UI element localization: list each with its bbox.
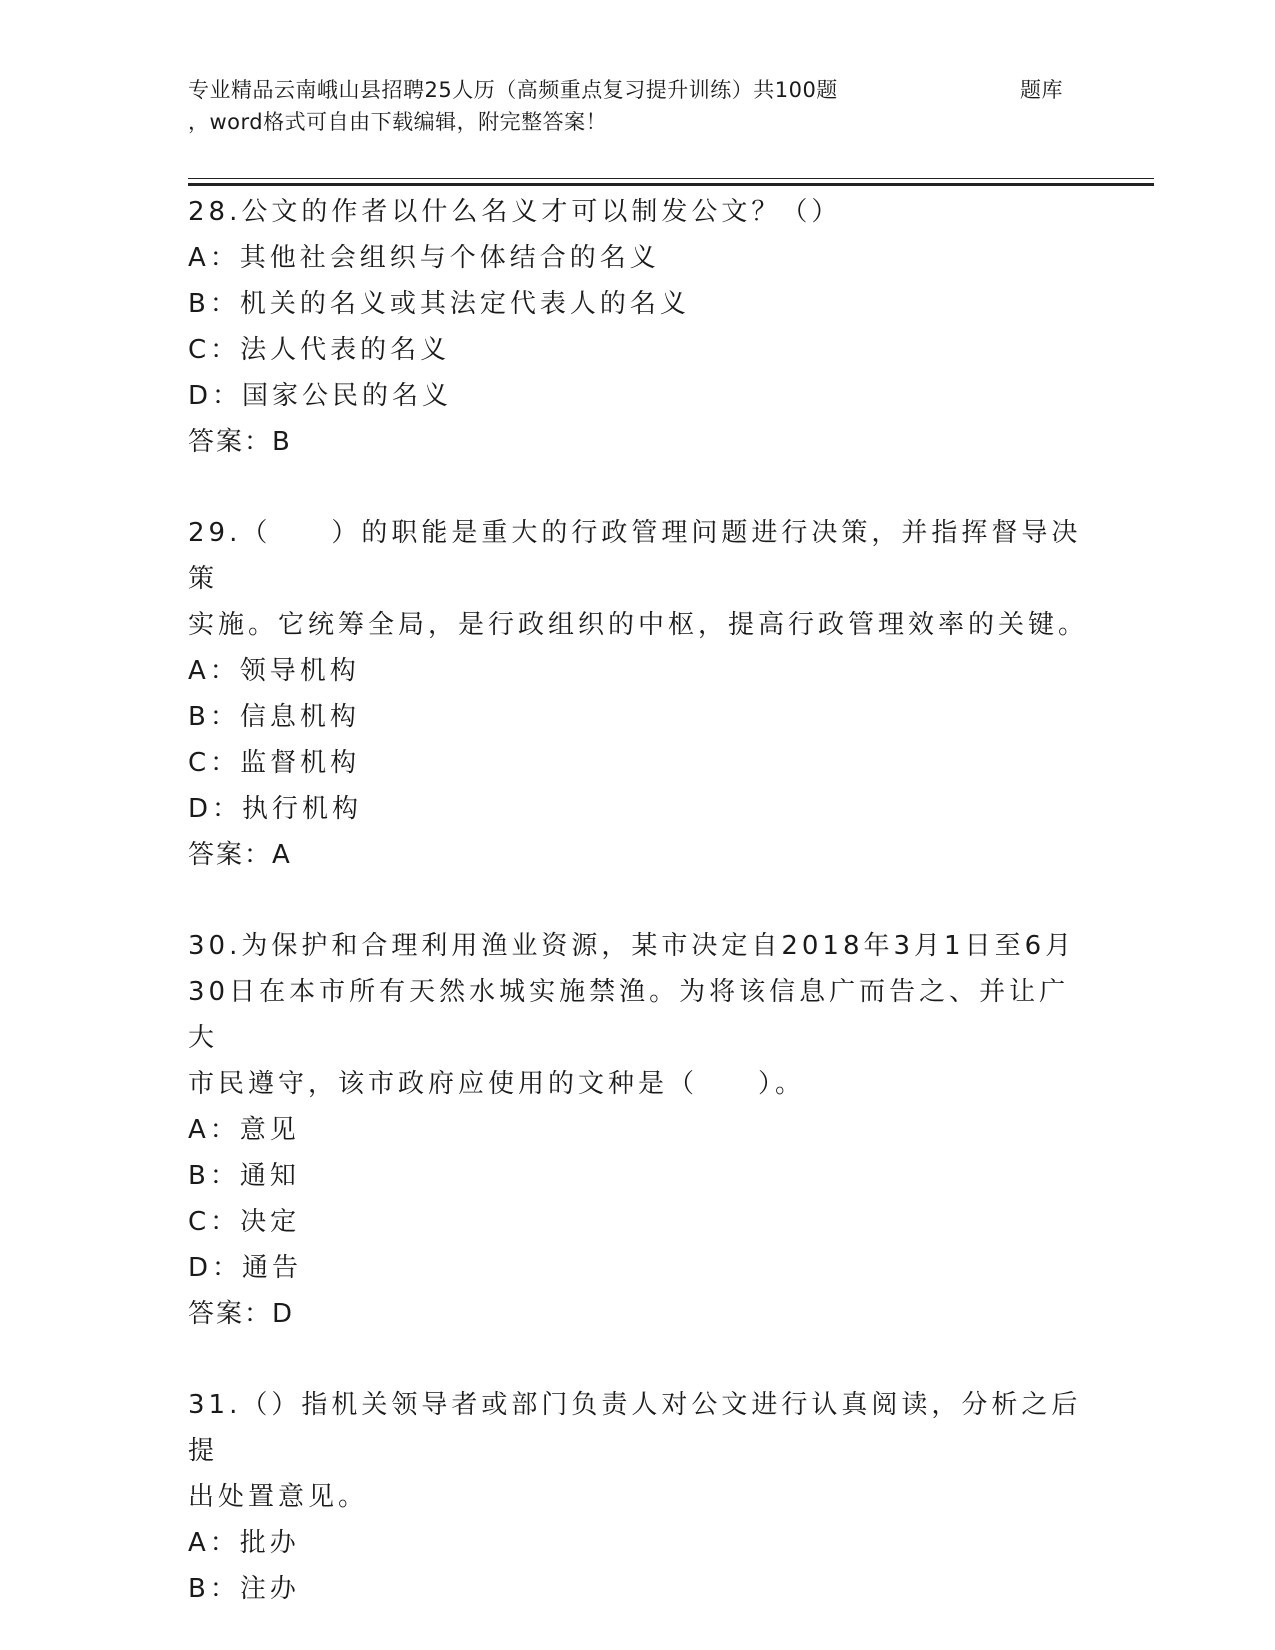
option-a: A：领导机构	[188, 656, 360, 686]
question-spacer	[188, 1337, 1088, 1382]
question-stem-line-2: 30日在本市所有天然水城实施禁渔。为将该信息广而告之、并让广大	[188, 977, 1070, 1053]
question-list	[188, 189, 1088, 1612]
header-divider-thick	[188, 183, 1154, 186]
question-stem-line-1: 31.（）指机关领导者或部门负责人对公文进行认真阅读，分析之后提	[188, 1390, 1082, 1466]
option-c: C：决定	[188, 1207, 301, 1237]
header-subtitle: ，word格式可自由下载编辑，附完整答案！	[188, 110, 608, 134]
option-b: B：注办	[188, 1574, 300, 1604]
option-c: C：监督机构	[188, 748, 361, 778]
header-divider-thin	[188, 178, 1154, 179]
header-title: 专业精品云南峨山县招聘25人历（高频重点复习提升训练）共100题	[188, 78, 838, 102]
question-stem-line-2: 出处置意见。	[188, 1482, 369, 1512]
option-d: D：执行机构	[188, 794, 363, 824]
option-d: D：通告	[188, 1253, 303, 1283]
question-stem-line-1: 29.（ ）的职能是重大的行政管理问题进行决策，并指挥督导决策	[188, 518, 1082, 594]
question-28	[188, 189, 1088, 465]
option-b: B：信息机构	[188, 702, 360, 732]
option-d: D：国家公民的名义	[188, 381, 453, 411]
option-b: B：机关的名义或其法定代表人的名义	[188, 289, 690, 319]
question-stem: 28.公文的作者以什么名义才可以制发公文？（）	[188, 197, 842, 227]
question-29	[188, 510, 1088, 878]
option-a: A：批办	[188, 1528, 300, 1558]
question-31	[188, 1382, 1088, 1612]
option-c: C：法人代表的名义	[188, 335, 451, 365]
answer: 答案：A	[188, 840, 292, 870]
header-title-line	[188, 74, 1068, 106]
question-30	[188, 923, 1088, 1337]
question-spacer	[188, 878, 1088, 923]
option-a: A：其他社会组织与个体结合的名义	[188, 243, 660, 273]
header-category: 题库	[1020, 78, 1063, 102]
answer: 答案：D	[188, 1299, 295, 1329]
question-spacer	[188, 465, 1088, 510]
option-b: B：通知	[188, 1161, 300, 1191]
question-stem-line-2: 实施。它统筹全局，是行政组织的中枢，提高行政管理效率的关键。	[188, 610, 1089, 640]
document-header	[188, 74, 1068, 138]
option-a: A：意见	[188, 1115, 300, 1145]
answer: 答案：B	[188, 427, 292, 457]
question-stem-line-3: 市民遵守，该市政府应使用的文种是（ ）。	[188, 1069, 806, 1099]
question-stem-line-1: 30.为保护和合理利用渔业资源，某市决定自2018年3月1日至6月	[188, 931, 1076, 961]
